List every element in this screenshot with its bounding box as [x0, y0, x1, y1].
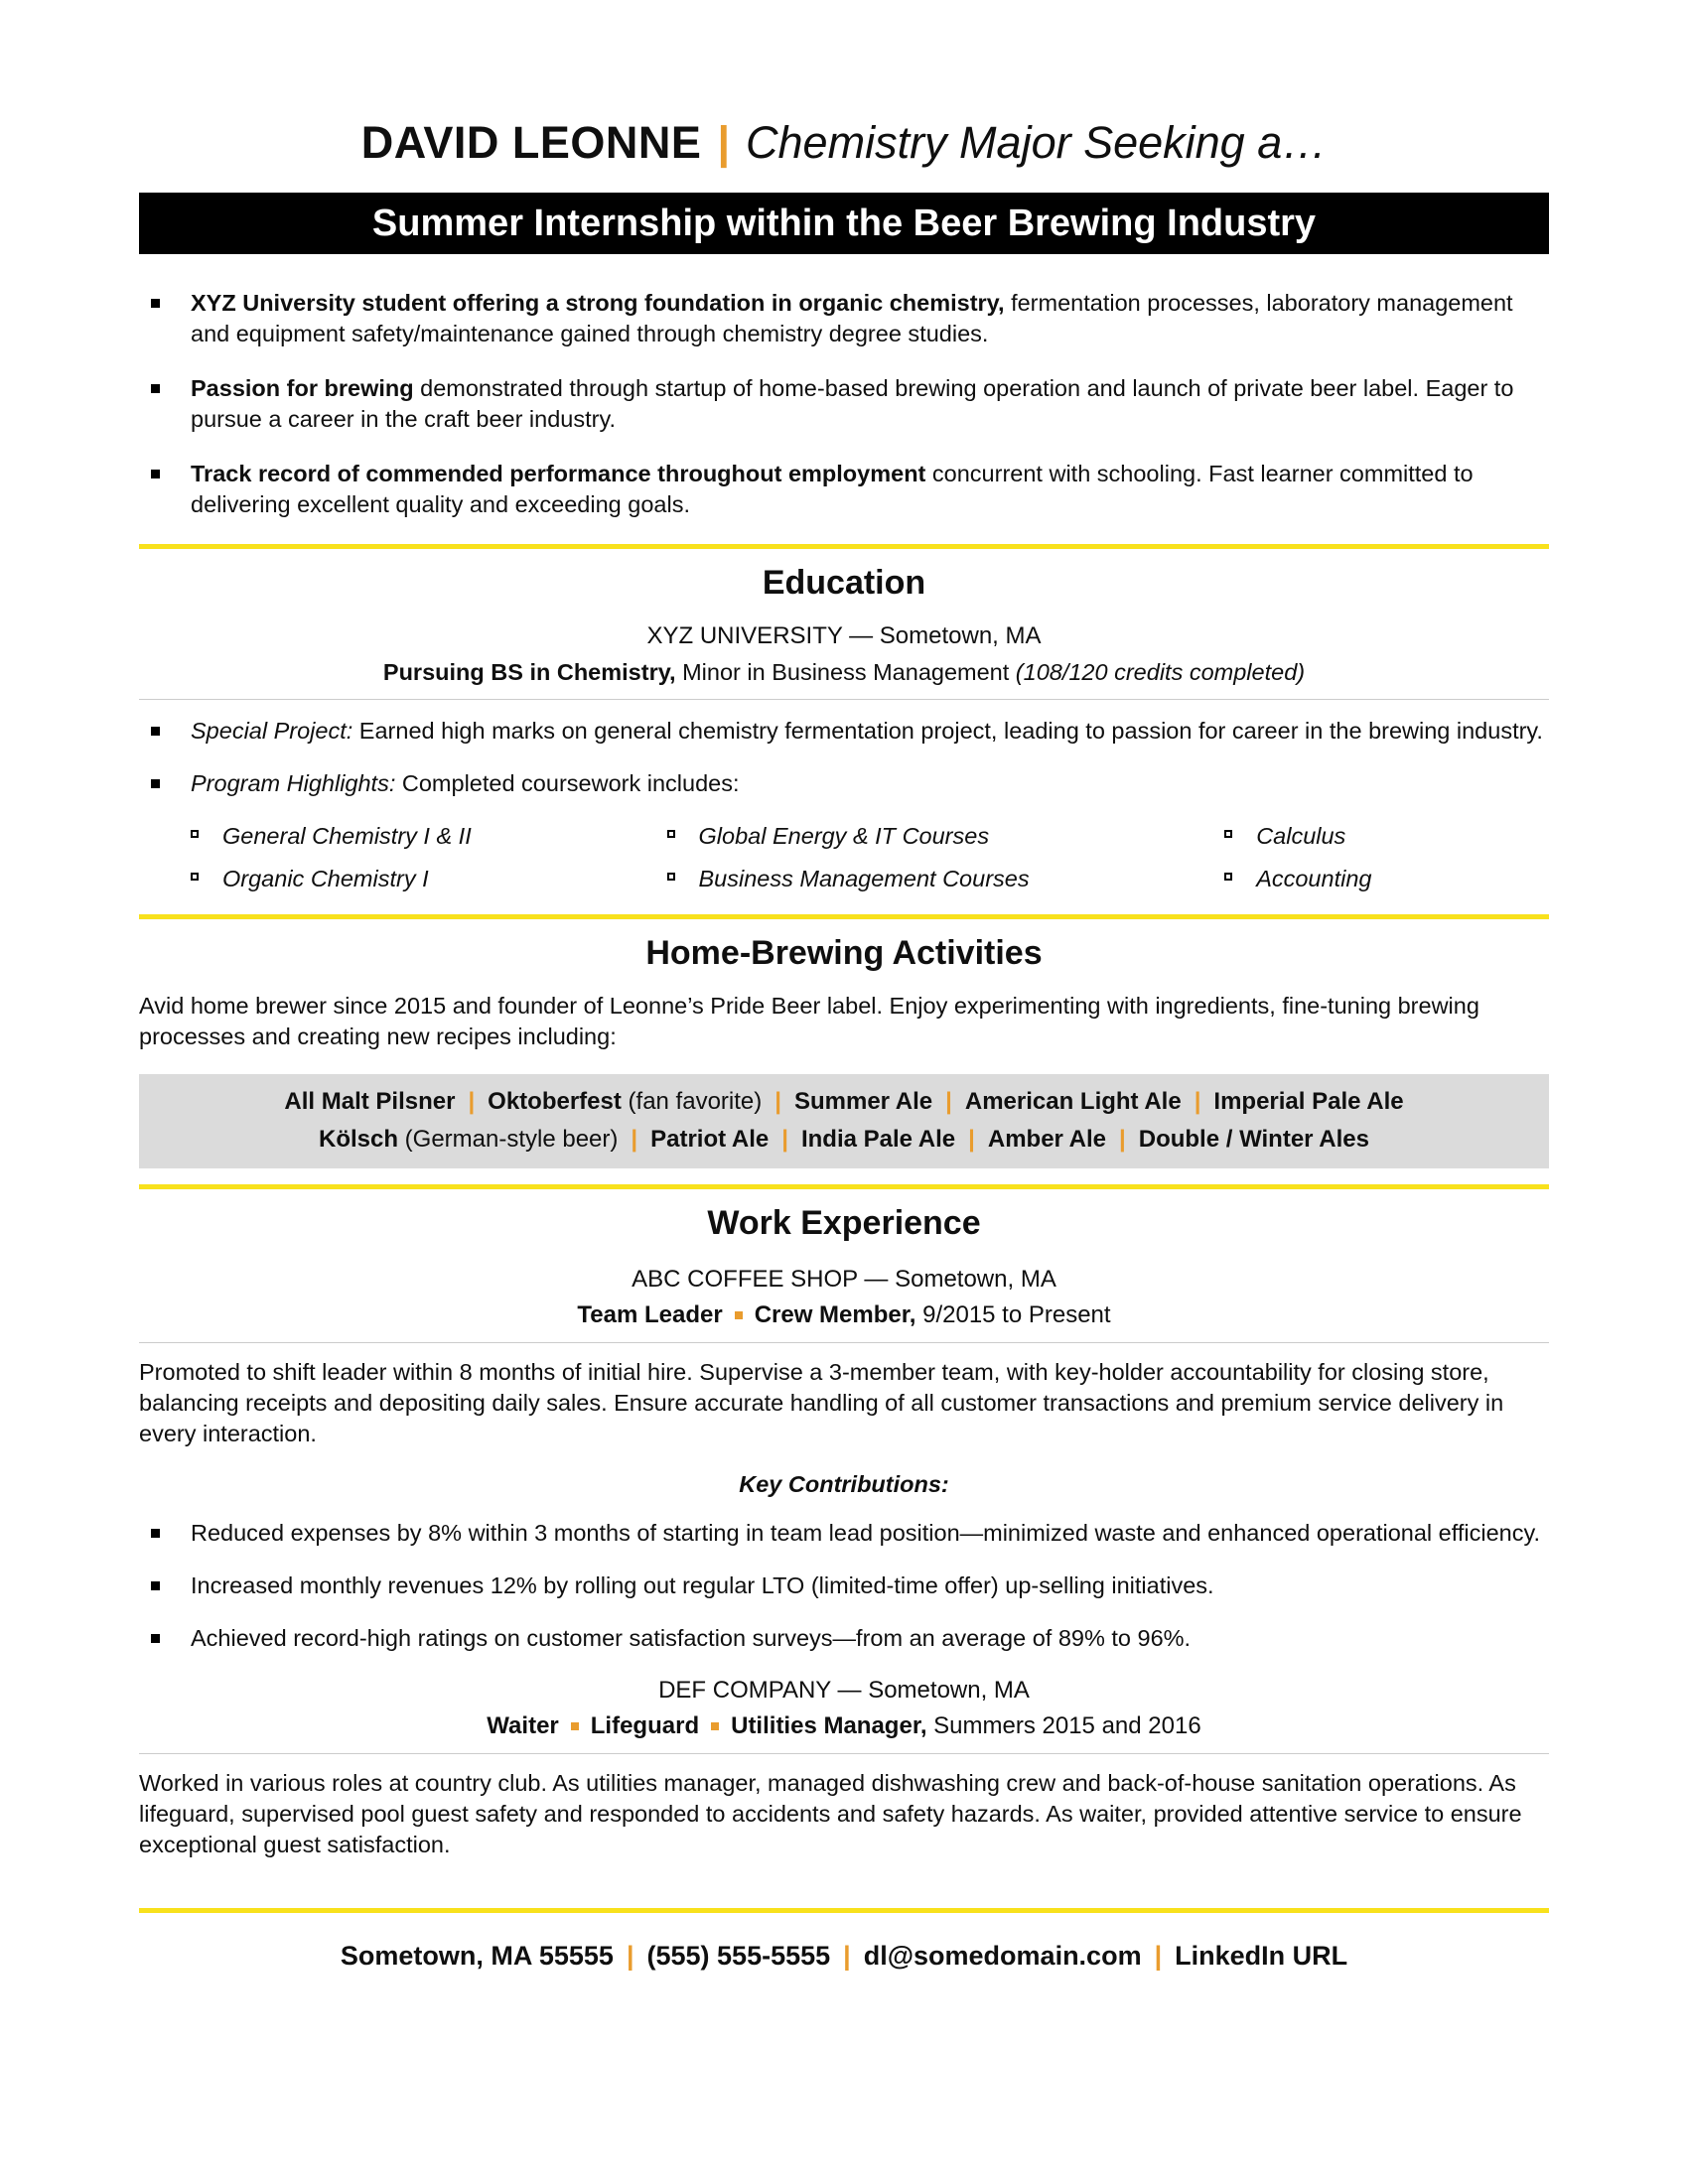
- hollow-square-bullet-icon: [667, 873, 675, 881]
- education-bullet-text: Completed coursework includes:: [395, 770, 740, 796]
- job-description: Promoted to shift leader within 8 months of initial hire. Supervise a 3-member team, with key-holder accountability for closing store, balancing receipts and depositing daily sales. Ensure accurate handling of all customer transactions and premium service delivery in every interaction.: [139, 1359, 1504, 1446]
- beer-item: [488, 1088, 762, 1115]
- job-description: Worked in various roles at country club. As utilities manager, managed dishwashing crew and back-of-house sanitation operations. As lifeguard, supervised pool guest safety and responded to accidents and safety hazards. As waiter, provided attentive service to ensure exceptional guest satisfaction.: [139, 1770, 1522, 1857]
- beer-pipe-separator: |: [774, 1088, 781, 1115]
- header-pipe-separator: |: [717, 117, 731, 168]
- education-bullet-lead: Program Highlights:: [191, 770, 396, 796]
- beer-item: [319, 1126, 618, 1153]
- beer-item: [284, 1088, 455, 1115]
- beer-pipe-separator: |: [945, 1088, 952, 1115]
- education-section: [139, 564, 1549, 894]
- coursework-item: [1222, 864, 1549, 894]
- beer-pipe-separator: |: [1119, 1126, 1126, 1153]
- contact-email: dl@somedomain.com: [863, 1941, 1142, 1971]
- contact-footer: [139, 1939, 1549, 1973]
- square-bullet-icon: [151, 299, 160, 308]
- beer-item: [1139, 1126, 1369, 1153]
- coursework-label: General Chemistry I & II: [222, 823, 472, 849]
- education-bullet: [139, 716, 1549, 747]
- contact-phone: (555) 555-5555: [646, 1941, 831, 1971]
- square-bullet-icon: [151, 1634, 160, 1643]
- degree-minor: Minor in Business Management: [675, 659, 1016, 685]
- yellow-divider: [139, 544, 1549, 549]
- summary-bullet-text: fermentation processes, laboratory management and equipment safety/maintenance gained through chemistry degree studies.: [191, 290, 1513, 346]
- education-bullet-text: Earned high marks on general chemistry fermentation project, leading to passion for career in the brewing industry.: [352, 718, 1543, 744]
- candidate-tagline: Chemistry Major Seeking a…: [746, 117, 1328, 168]
- job-dates: 9/2015 to Present: [915, 1301, 1111, 1328]
- square-bullet-icon: [151, 1581, 160, 1590]
- coursework-grid: [189, 821, 1549, 894]
- beer-note: (fan favorite): [621, 1088, 763, 1115]
- job-company-line: ABC COFFEE SHOP — Sometown, MA: [632, 1266, 1056, 1293]
- orange-square-separator-icon: [711, 1722, 719, 1730]
- job-title-line: [139, 1301, 1549, 1329]
- candidate-name: DAVID LEONNE: [360, 117, 702, 168]
- hollow-square-bullet-icon: [667, 830, 675, 838]
- beer-row: [149, 1121, 1539, 1159]
- education-bullet-lead: Special Project:: [191, 718, 353, 744]
- coursework-item: [665, 821, 1223, 852]
- square-bullet-icon: [151, 1529, 160, 1538]
- beer-pipe-separator: |: [631, 1126, 638, 1153]
- work-heading: Work Experience: [707, 1204, 981, 1242]
- beer-pipe-separator: |: [781, 1126, 788, 1153]
- homebrewing-intro: Avid home brewer since 2015 and founder of Leonne’s Pride Beer label. Enjoy experimenting with ingredients, fine-tuning brewing processes and creating new recipes including:: [139, 993, 1479, 1049]
- summary-bullet-lead: XYZ University student offering a strong foundation in organic chemistry,: [191, 290, 1005, 316]
- beer-name: India Pale Ale: [800, 1126, 956, 1153]
- contact-linkedin: LinkedIn URL: [1175, 1941, 1348, 1971]
- beer-name: Double / Winter Ales: [1138, 1126, 1369, 1153]
- beer-name: Imperial Pale Ale: [1213, 1088, 1404, 1115]
- education-heading: Education: [762, 564, 926, 602]
- beer-row: [149, 1083, 1539, 1121]
- beer-item: [801, 1126, 955, 1153]
- hairline-divider: [139, 699, 1549, 700]
- beer-pipe-separator: |: [968, 1126, 975, 1153]
- summary-bullet-text: demonstrated through startup of home-based brewing operation and launch of private beer label. Eager to pursue a career in the craft beer industry.: [191, 375, 1514, 432]
- coursework-label: Calculus: [1256, 823, 1346, 849]
- job-title-line: [139, 1712, 1549, 1740]
- coursework-label: Business Management Courses: [698, 866, 1030, 891]
- coursework-label: Accounting: [1256, 866, 1372, 891]
- summary-section: [139, 288, 1549, 520]
- coursework-item: [189, 864, 665, 894]
- beer-pipe-separator: |: [468, 1088, 476, 1115]
- beer-name: Amber Ale: [987, 1126, 1107, 1153]
- square-bullet-icon: [151, 384, 160, 393]
- contribution-bullet: [139, 1518, 1549, 1549]
- hollow-square-bullet-icon: [191, 873, 199, 881]
- beer-name: Kölsch: [318, 1126, 398, 1153]
- summary-bullet: [139, 373, 1549, 435]
- degree-credits: (108/120 credits completed): [1015, 659, 1306, 685]
- hollow-square-bullet-icon: [191, 830, 199, 838]
- beer-name: American Light Ale: [964, 1088, 1182, 1115]
- contribution-bullet: [139, 1570, 1549, 1601]
- beer-item: [1213, 1088, 1403, 1115]
- beer-item: [650, 1126, 769, 1153]
- summary-bullet-lead: Passion for brewing: [191, 375, 414, 401]
- square-bullet-icon: [151, 727, 160, 736]
- education-bullet: [139, 768, 1549, 799]
- orange-square-separator-icon: [571, 1722, 579, 1730]
- summary-bullet: [139, 459, 1549, 520]
- job-company-line: DEF COMPANY — Sometown, MA: [658, 1677, 1030, 1704]
- beer-list-box: [139, 1074, 1549, 1168]
- contribution-bullet: [139, 1623, 1549, 1654]
- square-bullet-icon: [151, 470, 160, 478]
- contribution-text: Reduced expenses by 8% within 3 months of starting in team lead position—minimized waste and enhanced operational efficiency.: [191, 1520, 1540, 1546]
- beer-item: [965, 1088, 1182, 1115]
- degree-title: Pursuing BS in Chemistry,: [382, 659, 676, 685]
- hairline-divider: [139, 1342, 1549, 1343]
- education-bullets: [139, 716, 1549, 799]
- beer-name: All Malt Pilsner: [284, 1088, 456, 1115]
- orange-square-separator-icon: [735, 1311, 743, 1319]
- beer-note: (German-style beer): [398, 1126, 619, 1153]
- coursework-item: [1222, 821, 1549, 852]
- homebrewing-section: [139, 934, 1549, 1168]
- footer-pipe-separator: |: [843, 1941, 851, 1971]
- homebrewing-heading: Home-Brewing Activities: [645, 934, 1043, 972]
- beer-item: [988, 1126, 1106, 1153]
- resume-header: [139, 117, 1549, 169]
- job-dates: Summers 2015 and 2016: [926, 1712, 1201, 1739]
- contact-location: Sometown, MA 55555: [340, 1941, 614, 1971]
- summary-bullet: [139, 288, 1549, 349]
- job-title: Crew Member,: [754, 1301, 916, 1328]
- contribution-text: Increased monthly revenues 12% by rolling out regular LTO (limited-time offer) up-selling initiatives.: [191, 1572, 1214, 1598]
- contribution-text: Achieved record-high ratings on customer satisfaction surveys—from an average of 89% to 96%.: [191, 1625, 1192, 1651]
- square-bullet-icon: [151, 779, 160, 788]
- job-title: Lifeguard: [590, 1712, 700, 1739]
- footer-pipe-separator: |: [1154, 1941, 1163, 1971]
- yellow-divider: [139, 914, 1549, 919]
- work-section: [139, 1204, 1549, 1860]
- hairline-divider: [139, 1753, 1549, 1754]
- key-contributions-label: Key Contributions:: [739, 1471, 949, 1497]
- job-title: Team Leader: [577, 1301, 723, 1328]
- hollow-square-bullet-icon: [1224, 873, 1232, 881]
- summary-bullet-lead: Track record of commended performance throughout employment: [191, 461, 926, 486]
- beer-item: [794, 1088, 932, 1115]
- education-school-line: XYZ UNIVERSITY — Sometown, MA: [646, 622, 1042, 649]
- coursework-label: Organic Chemistry I: [222, 866, 429, 891]
- summary-bullet-text: concurrent with schooling. Fast learner committed to delivering excellent quality and exceeding goals.: [191, 461, 1474, 517]
- coursework-item: [189, 821, 665, 852]
- yellow-divider: [139, 1184, 1549, 1189]
- beer-name: Summer Ale: [793, 1088, 933, 1115]
- key-contributions-list: [139, 1518, 1549, 1654]
- hollow-square-bullet-icon: [1224, 830, 1232, 838]
- education-degree-line: [139, 658, 1549, 686]
- beer-name: Patriot Ale: [650, 1126, 770, 1153]
- coursework-label: Global Energy & IT Courses: [698, 823, 990, 849]
- yellow-divider: [139, 1908, 1549, 1913]
- beer-pipe-separator: |: [1194, 1088, 1201, 1115]
- job-title: Utilities Manager,: [731, 1712, 927, 1739]
- beer-name: Oktoberfest: [488, 1088, 622, 1115]
- job-title: Waiter: [487, 1712, 559, 1739]
- footer-pipe-separator: |: [626, 1941, 634, 1971]
- title-banner: Summer Internship within the Beer Brewing Industry: [139, 193, 1549, 254]
- coursework-item: [665, 864, 1223, 894]
